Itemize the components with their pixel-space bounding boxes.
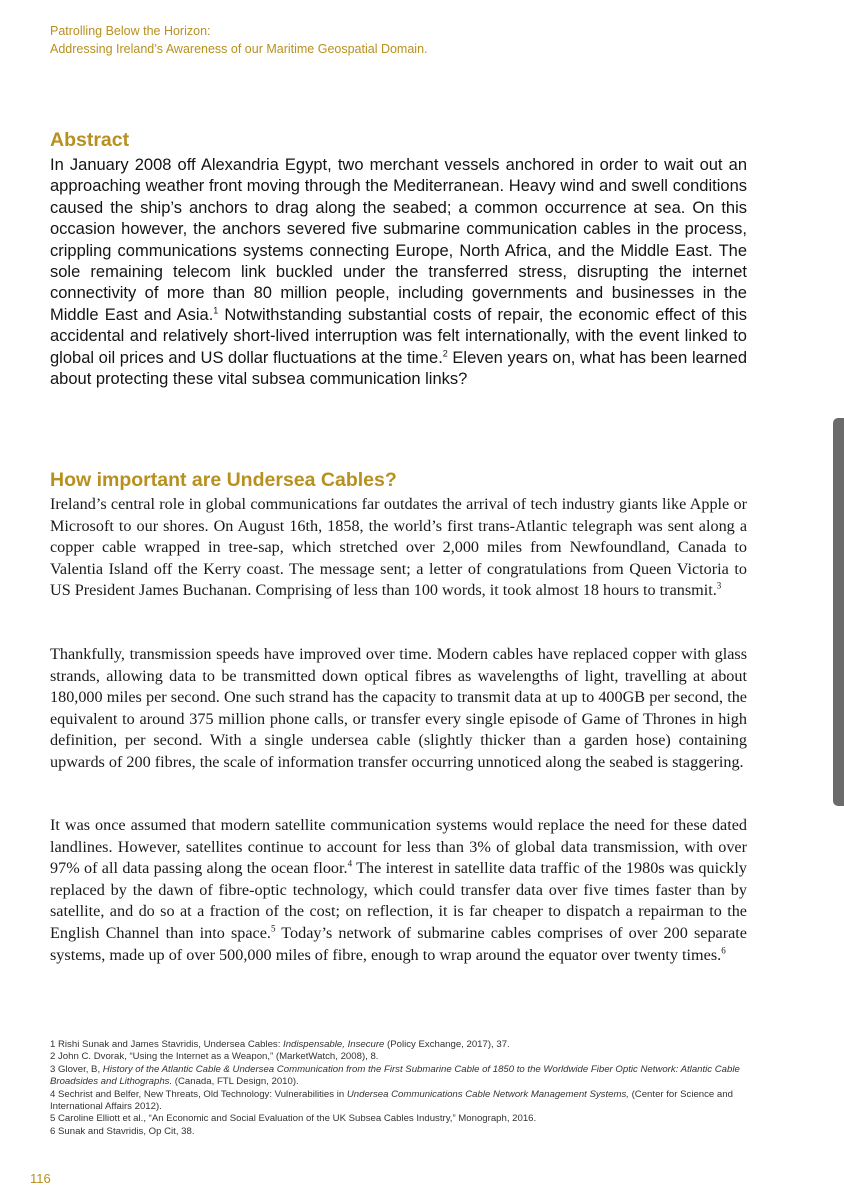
paragraph-text: It was once assumed that modern satellite communication systems would replace the need for these dated landlines. However, satellites continue to account for less than 3% of global data transmission, with over 97% of all data passing along the ocean floor. bbox=[50, 816, 747, 878]
footnote-text: (Center for Science and International Affairs 2012). bbox=[50, 1088, 733, 1113]
running-head-title: Patrolling Below the Horizon: bbox=[50, 24, 211, 38]
abstract-heading: Abstract bbox=[50, 129, 130, 151]
section-heading: How important are Undersea Cables? bbox=[50, 469, 397, 491]
footnote-ref[interactable]: 4 bbox=[347, 858, 353, 869]
footnote-1 bbox=[50, 1039, 750, 1051]
body-paragraph: Thankfully, transmission speeds have improved over time. Modern cables have replaced copper with glass strands, allowing data to be transmitted down optical fibres as wavelengths of light, travelling at about 180,000 miles per second. One such strand has the capacity to transmit data at up to 400GB per second, the equivalent to around 375 million phone calls, or transfer every single episode of Game of Thrones in high definition, per second. With a single undersea cable (slightly thicker than a garden hose) containing upwards of 200 fibres, the scale of information transfer occurring unnoticed along the seabed is staggering. bbox=[50, 645, 747, 771]
footnote-text: (Canada, FTL Design, 2010). bbox=[172, 1076, 299, 1088]
abstract-text: In January 2008 off Alexandria Egypt, two merchant vessels anchored in order to wait out an approaching weather front moving through the Mediterranean. Heavy wind and swell conditions caused the ship’s anchors to drag along the seabed; a common occurrence at sea. On this occasion however, the anchors severed five submarine communication cables in the process, crippling communications systems connecting Europe, North Africa, and the Middle East. The sole remaining telecom link buckled under the transferred stress, disrupting the internet connectivity of more than 80 million people, including governments and businesses in the Middle East and Asia. bbox=[50, 156, 747, 324]
paragraph-text: The interest in satellite data traffic of the 1980s was quickly replaced by the dawn of fibre-optic technology, which could transfer data over five times faster than by satellite, and do so at a fraction of the cost; on reflection, it is far cheaper to dispatch a repairman to the English Channel than into space. bbox=[50, 859, 747, 942]
footnotes bbox=[50, 1039, 750, 1138]
running-head-subtitle: Addressing Ireland’s Awareness of our Maritime Geospatial Domain. bbox=[50, 42, 428, 56]
footnote-text: 4 Sechrist and Belfer, New Threats, Old Technology: Vulnerabilities in bbox=[50, 1088, 347, 1100]
footnote-3 bbox=[50, 1064, 750, 1089]
footnote-title: Undersea Communications Cable Network Management Systems, bbox=[346, 1088, 629, 1100]
footnote-text: (Policy Exchange, 2017), 37. bbox=[384, 1039, 510, 1050]
page-number: 116 bbox=[30, 1171, 51, 1186]
footnote-ref[interactable]: 1 bbox=[213, 305, 219, 316]
body-paragraph bbox=[50, 815, 747, 966]
footnote-ref[interactable]: 3 bbox=[716, 580, 722, 591]
footnote-text: 1 Rishi Sunak and James Stavridis, Undersea Cables: bbox=[50, 1039, 284, 1050]
footnote-title: Indispensable, Insecure bbox=[283, 1039, 385, 1050]
footnote-ref[interactable]: 5 bbox=[270, 923, 276, 934]
footnote-text: 3 Glover, B, bbox=[50, 1063, 103, 1075]
footnote-ref[interactable]: 6 bbox=[721, 945, 726, 956]
footnote-title: History of the Atlantic Cable & Undersea Communication from the First Submarine Cable of 1850 to the Worldwide Fiber Optic Network: Atlantic Cable Broadsides and Lithographs. bbox=[50, 1063, 740, 1088]
footnote-6: 6 Sunak and Stavridis, Op Cit, 38. bbox=[50, 1125, 195, 1137]
scrollbar-handle[interactable] bbox=[833, 418, 844, 806]
running-head bbox=[50, 22, 810, 58]
body-paragraph bbox=[50, 494, 747, 602]
paragraph-text: Ireland’s central role in global communications far outdates the arrival of tech industry giants like Apple or Microsoft to our shores. On August 16th, 1858, the world’s first trans-Atlantic telegraph was sent along a copper cable wrapped in tree-sap, which stretched over 2,000 miles from Newfoundland, Canada to Valentia Island off the Kerry coast. The message sent; a letter of congratulations from Queen Victoria to US President James Buchanan. Comprising of less than 100 words, it took almost 18 hours to transmit. bbox=[50, 495, 747, 600]
paragraph-text: Today’s network of submarine cables comprises of over 200 separate systems, made up of over 500,000 miles of fibre, enough to wrap around the equator over twenty times. bbox=[50, 923, 747, 964]
footnote-4 bbox=[50, 1089, 750, 1114]
abstract-text: Eleven years on, what has been learned about protecting these vital subsea communication links? bbox=[50, 348, 748, 389]
footnote-5: 5 Caroline Elliott et al., “An Economic and Social Evaluation of the UK Subsea Cables Industry,” Monograph, 2016. bbox=[50, 1113, 537, 1125]
footnote-ref[interactable]: 2 bbox=[442, 348, 448, 359]
footnote-2: 2 John C. Dvorak, “Using the Internet as a Weapon,” (MarketWatch, 2008), 8. bbox=[50, 1051, 379, 1063]
abstract-paragraph bbox=[50, 155, 747, 390]
abstract-text: Notwithstanding substantial costs of repair, the economic effect of this accidental and relatively short-lived interruption was felt internationally, with the event linked to global oil prices and US dollar fluctuations at the time. bbox=[50, 305, 747, 367]
